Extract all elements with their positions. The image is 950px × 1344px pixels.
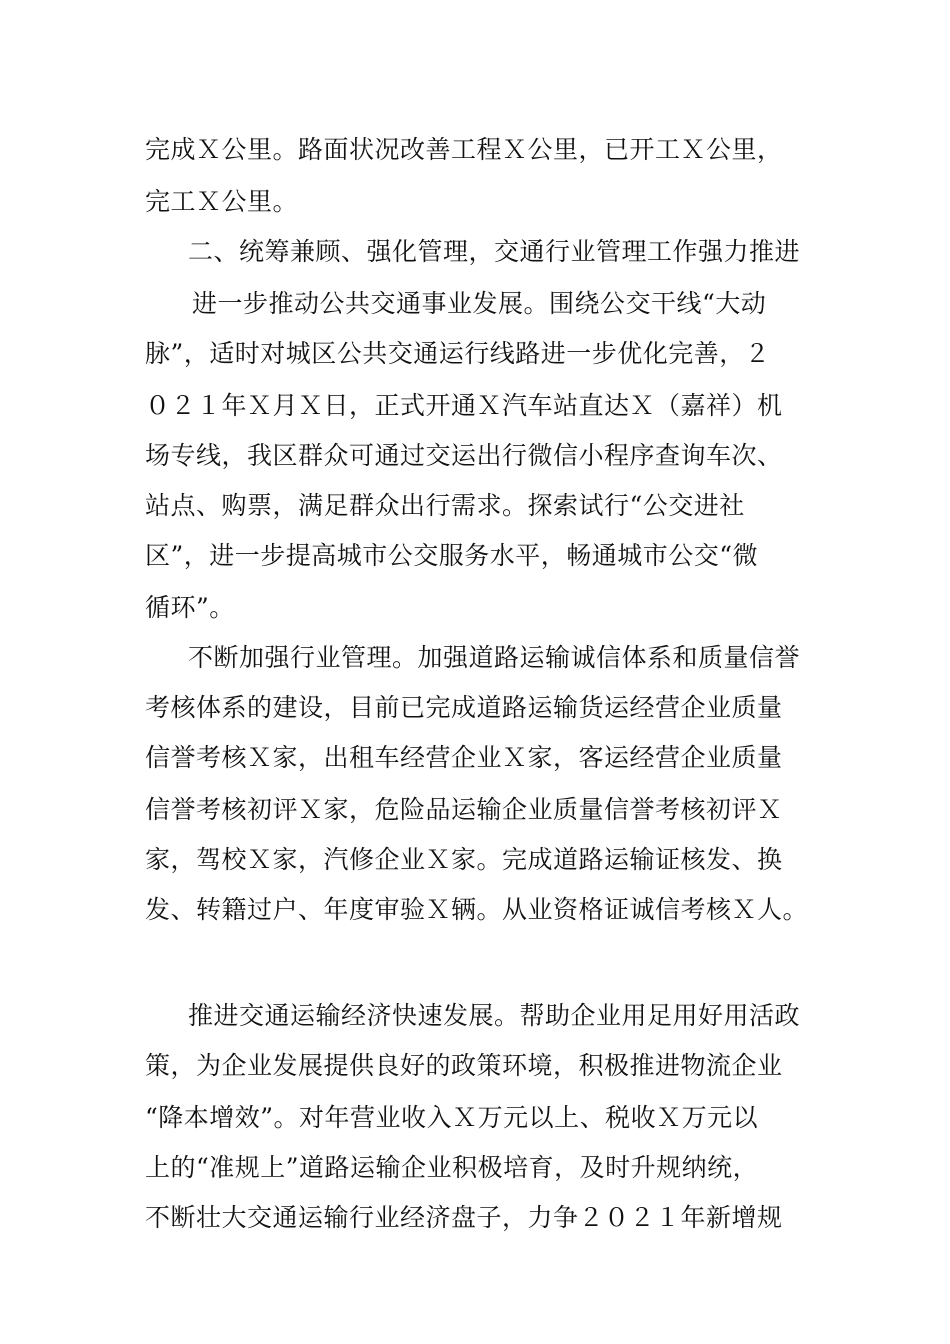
text-line: 策，为企业发展提供良好的政策环境，积极推进物流企业 — [145, 1051, 783, 1080]
text-line: 信誉考核Ｘ家，出租车经营企业Ｘ家，客运经营企业质量 — [145, 743, 783, 772]
text-line: 脉”，适时对城区公共交通运行线路进一步优化完善，２ — [145, 339, 771, 368]
section-heading: 二、统筹兼顾、强化管理，交通行业管理工作强力推进 — [188, 237, 801, 266]
text-line: 循环”。 — [145, 593, 235, 622]
text-line: 完工Ｘ公里。 — [145, 187, 299, 216]
text-line: 完成Ｘ公里。路面状况改善工程Ｘ公里，已开工Ｘ公里， — [145, 135, 783, 164]
text-line: 家，驾校Ｘ家，汽修企业Ｘ家。完成道路运输证核发、换 — [145, 845, 783, 874]
text-line: 区”，进一步提高城市公交服务水平，畅通城市公交“微 — [145, 541, 759, 570]
text-line: 上的“准规上”道路运输企业积极培育，及时升规纳统， — [145, 1153, 759, 1182]
text-line: “降本增效”。对年营业收入Ｘ万元以上、税收Ｘ万元以 — [145, 1103, 759, 1132]
text-line: ０２１年Ｘ月Ｘ日，正式开通Ｘ汽车站直达Ｘ（嘉祥）机 — [145, 391, 783, 420]
text-line: 发、转籍过户、年度审验Ｘ辆。从业资格证诚信考核Ｘ人。 — [145, 895, 809, 924]
text-line: 站点、购票，满足群众出行需求。探索试行“公交进社 — [145, 491, 745, 520]
text-line: 场专线，我区群众可通过交运出行微信小程序查询车次、 — [145, 441, 783, 470]
text-line: 进一步推动公共交通事业发展。围绕公交干线“大动 — [192, 289, 767, 318]
text-line: 不断壮大交通运输行业经济盘子，力争２０２１年新增规 — [145, 1203, 783, 1232]
text-line: 不断加强行业管理。加强道路运输诚信体系和质量信誉 — [188, 643, 801, 672]
text-line: 推进交通运输经济快速发展。帮助企业用足用好用活政 — [188, 1001, 801, 1030]
text-line: 信誉考核初评Ｘ家，危险品运输企业质量信誉考核初评Ｘ — [145, 795, 783, 824]
text-line: 考核体系的建设，目前已完成道路运输货运经营企业质量 — [145, 693, 783, 722]
